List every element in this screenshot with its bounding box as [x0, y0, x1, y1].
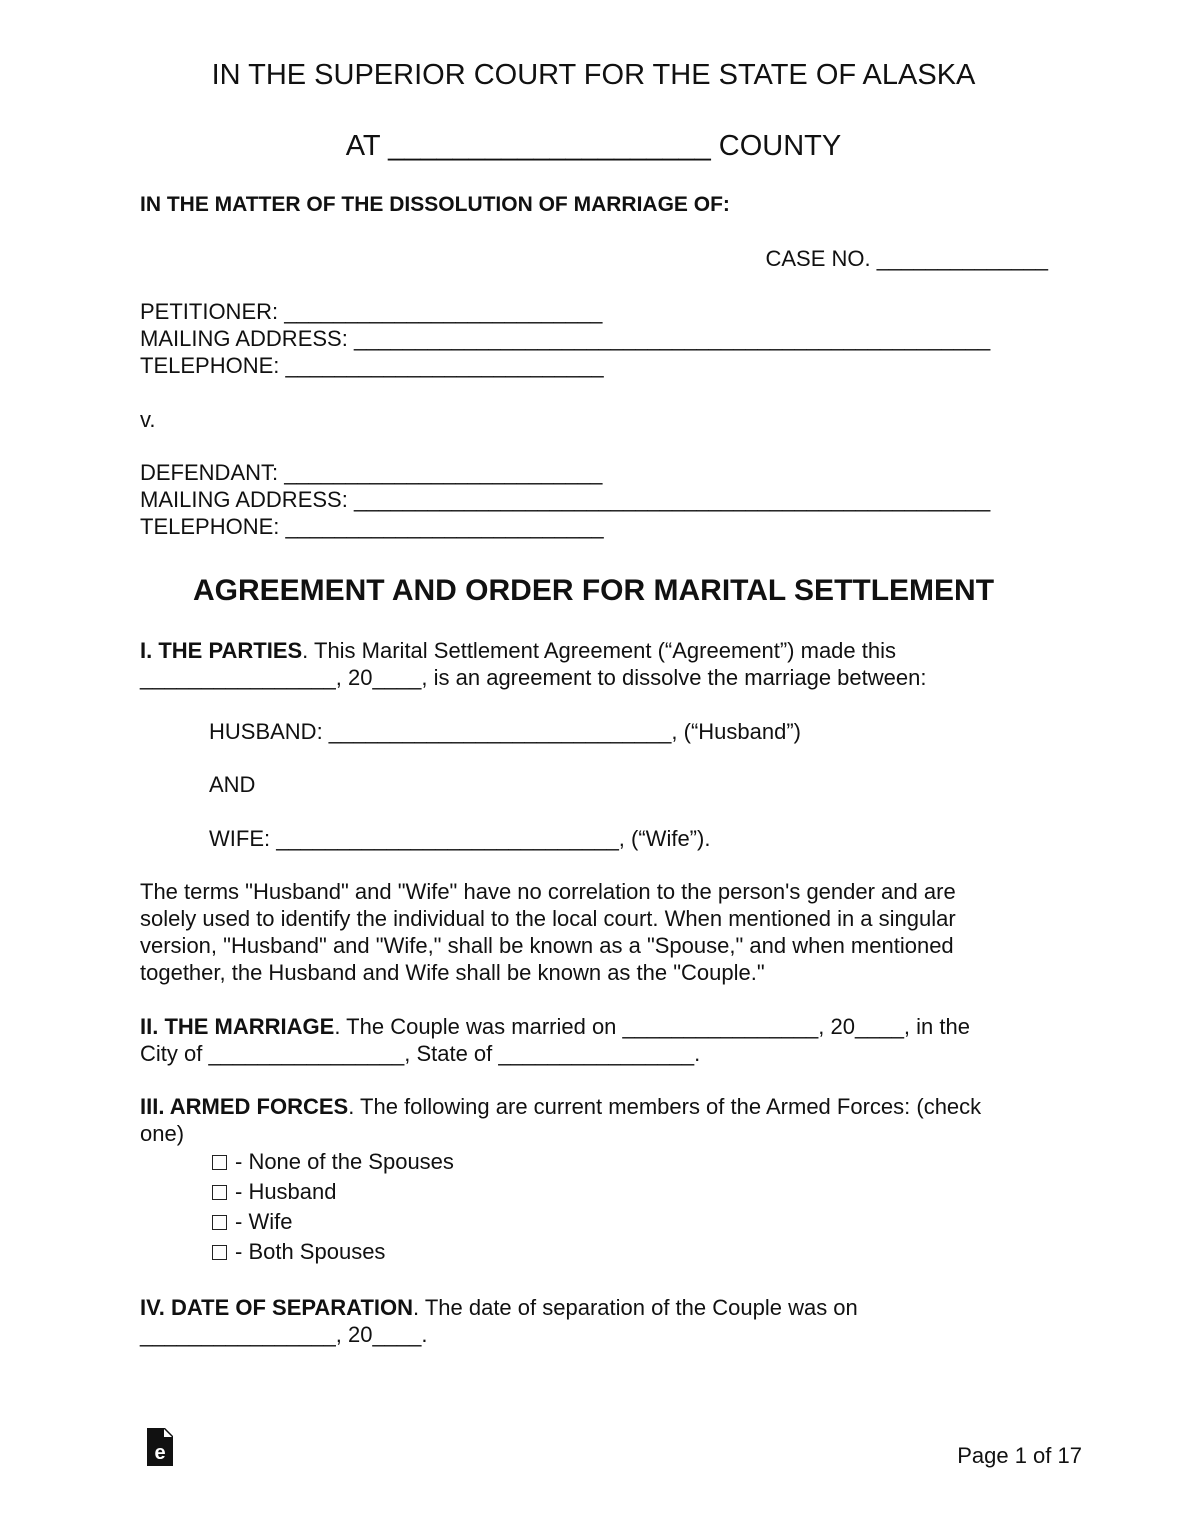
defendant-telephone-field[interactable]: TELEPHONE: __________________________	[140, 514, 604, 539]
checkbox-label: - Wife	[235, 1209, 293, 1234]
section-armed-forces-heading: III. ARMED FORCES	[140, 1094, 349, 1119]
versus-label: v.	[140, 407, 156, 432]
armed-forces-text: . The following are current members of the Armed Forces: (check	[348, 1094, 982, 1119]
esign-logo-icon	[147, 1428, 173, 1466]
checkbox-icon[interactable]	[212, 1215, 227, 1230]
terms-paragraph-line: version, "Husband" and "Wife," shall be known as a "Spouse," and when mentioned	[140, 933, 954, 958]
checkbox-icon[interactable]	[212, 1245, 227, 1260]
terms-paragraph-line: The terms "Husband" and "Wife" have no correlation to the person's gender and are	[140, 879, 956, 904]
husband-name-field[interactable]: HUSBAND: ____________________________, (“Husband”)	[209, 719, 801, 744]
section-separation-line1	[140, 1294, 858, 1321]
checkbox-option-husband[interactable]	[212, 1178, 337, 1205]
section-marriage-heading: II. THE MARRIAGE	[140, 1014, 335, 1039]
section-parties-heading: I. THE PARTIES	[140, 638, 303, 663]
wife-name-field[interactable]: WIFE: ____________________________, (“Wife”).	[209, 826, 711, 851]
marriage-location-field[interactable]: City of ________________, State of ________________.	[140, 1041, 701, 1066]
and-label: AND	[209, 772, 256, 797]
checkbox-icon[interactable]	[212, 1185, 227, 1200]
marriage-date-field[interactable]: . The Couple was married on ________________, 20____, in the	[334, 1014, 970, 1039]
section-marriage-line1[interactable]	[140, 1013, 970, 1040]
section-parties-text: . This Marital Settlement Agreement (“Agreement”) made this	[302, 638, 896, 663]
document-title: AGREEMENT AND ORDER FOR MARITAL SETTLEMENT	[192, 574, 995, 607]
checkbox-option-none[interactable]	[212, 1148, 454, 1175]
section-parties-line1	[140, 637, 896, 664]
checkbox-option-wife[interactable]	[212, 1208, 292, 1235]
checkbox-option-both[interactable]	[212, 1238, 385, 1265]
checkbox-label: - None of the Spouses	[235, 1149, 454, 1174]
defendant-address-field[interactable]: MAILING ADDRESS: ____________________________________________________	[140, 487, 991, 512]
case-number-field[interactable]: CASE NO. ______________	[765, 246, 1048, 271]
checkbox-icon[interactable]	[212, 1155, 227, 1170]
matter-heading: IN THE MATTER OF THE DISSOLUTION OF MARRIAGE OF:	[140, 193, 730, 216]
terms-paragraph-line: solely used to identify the individual to the local court. When mentioned in a singular	[140, 906, 956, 931]
separation-date-field[interactable]: ________________, 20____.	[140, 1322, 428, 1347]
section-armed-forces-line1	[140, 1093, 981, 1120]
svg-text:e: e	[154, 1442, 166, 1464]
section-separation-heading: IV. DATE OF SEPARATION	[140, 1295, 413, 1320]
defendant-name-field[interactable]: DEFENDANT: __________________________	[140, 460, 603, 485]
page-number: Page 1 of 17	[957, 1443, 1082, 1468]
checkbox-label: - Both Spouses	[235, 1239, 386, 1264]
terms-paragraph-line: together, the Husband and Wife shall be known as the "Couple."	[140, 960, 765, 985]
court-title: IN THE SUPERIOR COURT FOR THE STATE OF ALASKA	[211, 59, 976, 91]
armed-forces-text-cont: one)	[140, 1121, 185, 1146]
separation-text: . The date of separation of the Couple was on	[413, 1295, 858, 1320]
agreement-date-field[interactable]: ________________, 20____, is an agreement to dissolve the marriage between:	[140, 665, 927, 690]
county-line: AT ____________________ COUNTY	[345, 130, 842, 162]
petitioner-address-field[interactable]: MAILING ADDRESS: ____________________________________________________	[140, 326, 991, 351]
petitioner-telephone-field[interactable]: TELEPHONE: __________________________	[140, 353, 604, 378]
checkbox-label: - Husband	[235, 1179, 337, 1204]
petitioner-name-field[interactable]: PETITIONER: __________________________	[140, 299, 603, 324]
